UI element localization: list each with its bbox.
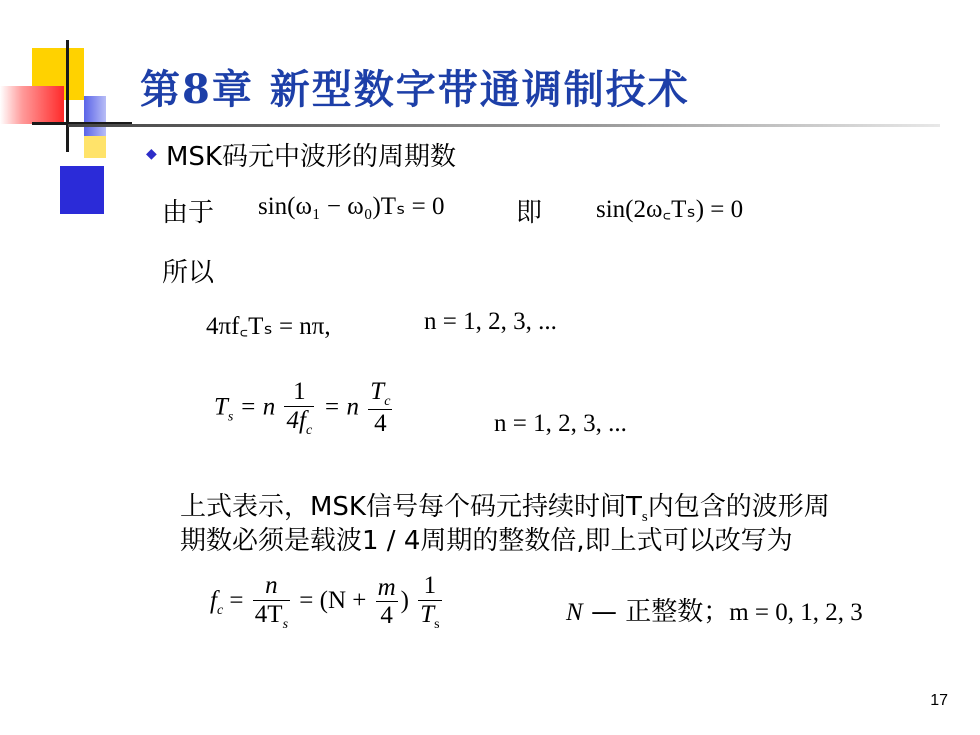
paragraph-line-1-sub: s bbox=[641, 509, 648, 526]
equation-n-values-2: n = 1, 2, 3, ... bbox=[494, 410, 627, 437]
fraction-n-over-4ts bbox=[253, 572, 290, 633]
logo-blue-gradient-block bbox=[84, 96, 106, 136]
line1-lead: 由于 bbox=[162, 198, 215, 228]
frac2-num-text: T bbox=[370, 378, 385, 405]
fracC-den-sub: s bbox=[434, 616, 440, 632]
fracA-den-sub: s bbox=[282, 616, 289, 632]
equation-sin-double: sin(2ω꜀Tₛ) = 0 bbox=[596, 196, 744, 223]
frac1-num: 1 bbox=[284, 378, 314, 407]
ts-eq-n: = n bbox=[239, 393, 276, 421]
fc-symbol: f bbox=[210, 587, 217, 615]
equation-fc bbox=[210, 572, 445, 633]
note-dash: — bbox=[590, 597, 617, 627]
frac2-num-sub: c bbox=[384, 394, 391, 409]
therefore-text: 所以 bbox=[162, 258, 215, 288]
note-m: m = 0, 1, 2, 3 bbox=[729, 599, 863, 626]
note-text: 正整数； bbox=[625, 597, 730, 627]
frac1-den-sub: c bbox=[305, 422, 313, 438]
equation-ts bbox=[214, 378, 395, 439]
fracB-num bbox=[376, 574, 398, 603]
fc-sub: c bbox=[216, 603, 224, 619]
fraction-1-over-4fc bbox=[284, 378, 314, 439]
line1-mid: 即 bbox=[516, 198, 543, 228]
fracA-den bbox=[253, 601, 290, 633]
fracB-den: 4 bbox=[380, 602, 393, 630]
frac2-num bbox=[368, 378, 392, 410]
title-underline bbox=[68, 124, 940, 127]
logo-yellow-small-block bbox=[84, 136, 106, 158]
note-N: N bbox=[566, 599, 583, 626]
equation-sin-difference: sin(ω₁ − ω₀)Tₛ = 0 bbox=[258, 193, 445, 220]
fracA-num bbox=[253, 572, 290, 601]
paragraph-line-1-b: 内包含的波形周 bbox=[647, 492, 830, 522]
fracC-den-text: T bbox=[420, 600, 435, 628]
logo-vertical-line bbox=[66, 40, 69, 152]
bullet-heading bbox=[166, 136, 456, 173]
fc-close-paren: ) bbox=[400, 587, 409, 615]
equation-fc-note bbox=[566, 591, 863, 628]
frac1-den bbox=[284, 407, 314, 439]
equation-4pi-fc-ts: 4πf꜀Tₛ = nπ, bbox=[206, 313, 331, 340]
paragraph-line-2: 期数必须是载波1 / 4周期的整数倍,即上式可以改写为 bbox=[180, 526, 793, 556]
equation-n-values-1: n = 1, 2, 3, ... bbox=[424, 308, 557, 335]
fraction-tc-over-4 bbox=[368, 378, 392, 439]
ts-sub: s bbox=[227, 409, 234, 425]
paragraph-line-1-a: 上式表示，MSK信号每个码元持续时间T bbox=[180, 492, 642, 522]
fracA-den-text: 4T bbox=[254, 600, 283, 628]
fracC-num: 1 bbox=[418, 572, 441, 601]
slide-title: 第8章 新型数字带通调制技术 bbox=[140, 66, 690, 113]
fraction-m-over-4 bbox=[376, 574, 398, 631]
ts-symbol: T bbox=[214, 393, 228, 421]
fracC-den bbox=[418, 601, 441, 633]
frac1-den-text: 4f bbox=[286, 406, 306, 434]
fc-eq: = bbox=[229, 587, 244, 615]
logo-red-gradient-block bbox=[0, 86, 64, 124]
ts-eq-n-b: = n bbox=[323, 393, 360, 421]
diamond-bullet-icon: ◆ bbox=[146, 146, 157, 162]
frac2-den: 4 bbox=[374, 410, 387, 438]
fc-mid: = (N + bbox=[299, 587, 367, 615]
logo-blue-block bbox=[60, 166, 104, 214]
fraction-1-over-ts bbox=[418, 572, 441, 633]
fracB-num-text: m bbox=[377, 573, 396, 601]
bullet-heading-text: MSK码元中波形的周期数 bbox=[166, 142, 456, 172]
page-number: 17 bbox=[930, 692, 948, 709]
fracA-num-text: n bbox=[265, 572, 278, 599]
